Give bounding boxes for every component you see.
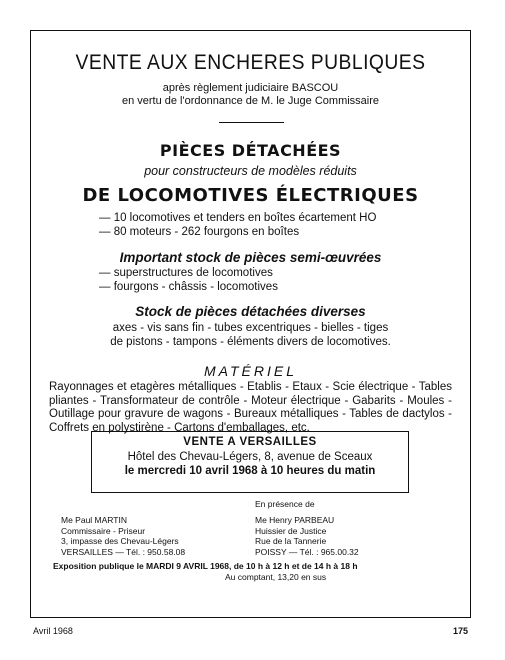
title-locomotives: DE LOCOMOTIVES ÉLECTRIQUES: [82, 185, 419, 206]
auctioneer-contact: [61, 515, 185, 557]
materiel-title: MATÉRIEL: [204, 363, 297, 379]
contact-line: POISSY — Tél. : 965.00.32: [255, 546, 359, 557]
section-diverses-body: [31, 322, 470, 349]
presence-label: En présence de: [255, 499, 315, 509]
sale-address: Hôtel des Chevau-Légers, 8, avenue de Sceaux: [127, 451, 373, 463]
list-semi-oeuvrees: [99, 267, 278, 294]
contact-line: Commissaire - Priseur: [61, 525, 146, 536]
exposition-notice: Exposition publique le MARDI 9 AVRIL 1968, de 10 h à 12 h et de 14 h à 18 h: [53, 561, 358, 571]
sale-info-box: [91, 431, 409, 493]
list-item: — 10 locomotives et tenders en boîtes écartement HO: [99, 212, 377, 224]
contact-line: Me Paul MARTIN: [61, 515, 127, 525]
page-number: 175: [453, 626, 469, 636]
body-line: de pistons - tampons - éléments divers de locomotives.: [110, 335, 391, 348]
materiel-body: Rayonnages et etagères métalliques - Etablis - Etaux - Scie électrique - Tables pliantes - Transformateur de contrôle - Moteur électrique - Gabarits - Moules - Outillage pour gravure de wagons - Bureaux métalliques - Tables de dactylos - Coffrets en polystirène - Cartons d'emballages, etc.: [49, 381, 452, 434]
sale-title: VENTE A VERSAILLES: [183, 436, 317, 448]
section-diverses-title: Stock de pièces détachées diverses: [135, 304, 366, 319]
contact-line: Me Henry PARBEAU: [255, 515, 335, 525]
page-title: VENTE AUX ENCHERES PUBLIQUES: [75, 51, 426, 74]
title-pieces-subtitle: pour constructeurs de modèles réduits: [144, 164, 357, 178]
contact-line: Huissier de Justice: [255, 525, 327, 536]
list-item: — 80 moteurs - 262 fourgons en boîtes: [99, 225, 300, 238]
title-pieces: PIÈCES DÉTACHÉES: [159, 141, 342, 160]
section-semi-oeuvrees-title: Important stock de pièces semi-œuvrées: [119, 250, 382, 265]
sale-date: le mercredi 10 avril 1968 à 10 heures du matin: [124, 465, 376, 477]
payment-terms: Au comptant, 13,20 en sus: [225, 572, 327, 582]
announcement-frame: [30, 30, 471, 618]
subheading-line-2: en vertu de l'ordonnance de M. le Juge Commissaire: [121, 95, 380, 107]
divider: [219, 122, 284, 123]
footer-date: Avril 1968: [33, 626, 73, 636]
contact-line: 3, impasse des Chevau-Légers: [61, 536, 179, 546]
body-line: axes - vis sans fin - tubes excentriques - bielles - tiges: [112, 322, 389, 334]
contact-line: Rue de la Tannerie: [255, 536, 327, 546]
bailiff-contact: [255, 515, 359, 557]
list-locomotives: [99, 212, 376, 239]
subheading-line-1: après règlement judiciaire BASCOU: [162, 82, 339, 94]
contact-line: VERSAILLES — Tél. : 950.58.08: [61, 546, 186, 557]
list-item: — fourgons - châssis - locomotives: [99, 280, 278, 293]
list-item: — superstructures de locomotives: [99, 267, 273, 279]
